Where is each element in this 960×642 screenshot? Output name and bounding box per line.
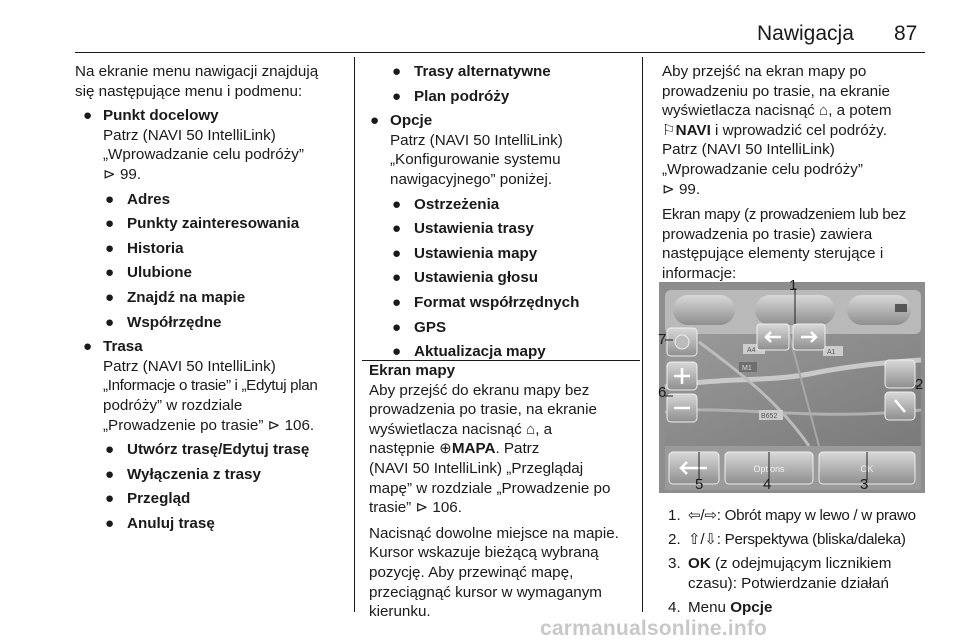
para-line: Patrz (NAVI 50 IntelliLink) <box>662 141 835 159</box>
bullet: ● <box>392 343 402 361</box>
bullet: ● <box>83 338 93 356</box>
legend-item <box>668 506 928 526</box>
desc-line: „Informacje o trasie” i „Edytuj plan <box>103 377 318 395</box>
bullet: ● <box>392 63 402 80</box>
para-text: , a potem <box>828 102 892 120</box>
legend-desc: Menu <box>688 598 731 616</box>
desc-line: podróży” w rozdziale <box>103 396 243 414</box>
para-line: prowadzeniu po trasie, na ekranie <box>662 82 890 100</box>
bullet: ● <box>392 195 402 213</box>
ok-button-label: OK <box>860 464 874 474</box>
top-left-button <box>673 295 735 325</box>
bullet: ● <box>392 87 402 105</box>
para-line: przeciągnąć kursor w wymaganym <box>369 583 602 601</box>
submenu-item <box>362 244 640 264</box>
bullet: ● <box>105 190 115 208</box>
bullet: ● <box>105 288 115 306</box>
bullet: ● <box>105 215 115 233</box>
submenu-item <box>75 514 350 534</box>
legend-desc: (z odejmującym licznikiem <box>710 555 892 573</box>
callout-7: 7 <box>658 331 667 348</box>
column-3 <box>662 62 930 284</box>
submenu-label: GPS <box>414 318 447 336</box>
bullet: ● <box>105 490 115 508</box>
callout-5: 5 <box>695 476 704 493</box>
callout-6: 6 <box>658 384 667 401</box>
callout-4: 4 <box>763 476 772 493</box>
submenu-label: Plan podróży <box>414 87 510 105</box>
battery-icon <box>895 304 907 312</box>
legend-bold: Opcje <box>730 598 773 616</box>
bullet: ● <box>105 239 115 257</box>
submenu-item <box>75 465 350 485</box>
page-ref: 99. <box>678 180 701 198</box>
bullet: ● <box>392 220 402 238</box>
callout-2: 2 <box>915 376 924 393</box>
submenu-label: Punkty zainteresowania <box>127 215 300 233</box>
watermark: carmanualsonline.info <box>540 617 768 640</box>
bullet: ● <box>370 112 380 130</box>
menu-punkt-docelowy <box>75 106 350 184</box>
submenu-item <box>75 440 350 460</box>
desc-line: nawigacyjnego” poniżej. <box>390 170 553 188</box>
submenu-label: Znajdź na mapie <box>127 288 246 306</box>
desc-line: Patrz (NAVI 50 IntelliLink) <box>103 126 276 144</box>
menu-opcje <box>362 111 640 189</box>
road-label-a4: A4 <box>747 347 756 354</box>
para-line: pozycję. Aby przewinąć mapę, <box>369 563 574 581</box>
para-line: Nacisnąć dowolne miejsce na mapie. <box>369 524 619 542</box>
legend-text <box>688 507 916 524</box>
para-line: „Wprowadzanie celu podróży” <box>662 160 863 178</box>
submenu-item <box>75 288 350 308</box>
para-text: . Patrz <box>495 440 540 458</box>
rotate-arrows-icon: ⇦/⇨ <box>688 507 717 524</box>
legend-item <box>668 554 928 593</box>
menu-title: Trasa <box>103 338 143 356</box>
submenu-label: Utwórz trasę/Edytuj trasę <box>127 441 310 459</box>
para-line: Kursor wskazuje bieżącą wybraną <box>369 544 599 562</box>
submenu-item <box>75 214 350 234</box>
submenu-label: Adres <box>127 190 171 208</box>
para-line <box>662 121 930 141</box>
submenu-item <box>362 87 640 107</box>
bullet: ● <box>105 465 115 483</box>
submenu-item <box>75 239 350 259</box>
legend-number: 2. <box>668 531 681 549</box>
submenu-item <box>75 190 350 210</box>
legend-bold: OK <box>688 555 711 573</box>
submenu-item <box>362 318 640 338</box>
compass-icon <box>675 335 689 349</box>
para-line: kierunku. <box>369 603 431 621</box>
desc-line: Patrz (NAVI 50 IntelliLink) <box>103 357 276 375</box>
submenu-item <box>362 219 640 239</box>
menu-title: Opcje <box>390 112 433 130</box>
bullet: ● <box>105 264 115 282</box>
submenu-item <box>75 263 350 283</box>
header-rule <box>75 52 925 53</box>
legend-number: 4. <box>668 598 681 616</box>
legend-desc: : Obrót mapy w lewo / w prawo <box>716 507 916 524</box>
submenu-label: Trasy alternatywne <box>414 63 551 80</box>
submenu-label: Współrzędne <box>127 313 222 331</box>
perspective-arrows-icon: ⇧/⇩ <box>688 531 717 549</box>
navi-label: NAVI <box>675 121 711 139</box>
callout-3: 3 <box>860 476 869 493</box>
bullet: ● <box>392 318 402 336</box>
intro-line-1: Na ekranie menu nawigacji znajdują <box>75 63 319 80</box>
submenu-item <box>362 268 640 288</box>
road-label-a1: A1 <box>827 349 836 356</box>
legend-item <box>668 530 928 550</box>
legend-number: 3. <box>668 555 681 573</box>
submenu-label: Format współrzędnych <box>414 293 580 311</box>
para-text: wyświetlacza nacisnąć <box>662 102 815 120</box>
bullet: ● <box>392 244 402 262</box>
legend-text <box>688 599 772 616</box>
para-line: Ekran mapy (z prowadzeniem lub bez <box>662 206 906 224</box>
para-text: następnie <box>369 440 435 458</box>
para-line <box>369 439 641 459</box>
bullet: ● <box>105 514 115 532</box>
para-line <box>369 420 641 440</box>
submenu-label: Ustawienia trasy <box>414 220 534 238</box>
bullet: ● <box>392 293 402 311</box>
intro-line-2: się następujące menu i podmenu: <box>75 82 303 100</box>
submenu-label: Przegląd <box>127 490 191 508</box>
home-icon: ⌂ <box>526 420 536 438</box>
page-ref: 99. <box>119 165 142 183</box>
map-icon: ⊕ <box>439 440 452 458</box>
desc-line: Patrz (NAVI 50 IntelliLink) <box>390 131 563 149</box>
reference-arrow-icon: ⊳ <box>415 499 429 517</box>
map-label: MAPA <box>451 440 496 458</box>
legend-text <box>688 531 906 548</box>
para-text: trasie” <box>369 499 412 517</box>
map-screen-figure <box>658 277 925 493</box>
para-text: wyświetlacza nacisnąć <box>369 420 522 438</box>
para-text: , a <box>535 420 553 438</box>
submenu-item <box>75 489 350 509</box>
ekran-mapy-section <box>369 361 641 622</box>
callout-1: 1 <box>789 277 798 294</box>
legend-text <box>688 555 891 572</box>
desc-text: „Prowadzenie po trasie” <box>103 416 264 434</box>
para-line <box>662 180 930 200</box>
para-line: następujące elementy sterujące i <box>662 245 884 263</box>
submenu-item <box>362 342 640 362</box>
submenu-label: Historia <box>127 239 184 257</box>
submenu-label: Anuluj trasę <box>127 514 215 532</box>
para-text: i wprowadzić cel podróży. <box>710 121 887 139</box>
flag-icon: ⚐ <box>662 121 676 139</box>
options-button-label: Options <box>753 464 785 474</box>
submenu-label: Ostrzeżenia <box>414 195 500 213</box>
submenu-item <box>362 293 640 313</box>
menu-title: Punkt docelowy <box>103 107 219 125</box>
bullet: ● <box>83 107 93 125</box>
para-line: prowadzenia po trasie) zawiera <box>662 225 873 243</box>
desc-line <box>103 165 350 185</box>
legend-number: 1. <box>668 507 681 524</box>
bullet: ● <box>105 313 115 331</box>
legend-item <box>668 598 928 618</box>
para-line: mapę” w rozdziale „Prowadzenie po <box>369 479 611 497</box>
para-line: prowadzenia po trasie, na ekranie <box>369 401 597 419</box>
running-head-title: Nawigacja <box>757 22 854 45</box>
submenu-label: Aktualizacja mapy <box>414 343 546 361</box>
figure-legend <box>668 506 928 622</box>
road-label-b652: B652 <box>761 413 778 420</box>
menu-trasa <box>75 337 350 435</box>
submenu-label: Ulubione <box>127 264 192 282</box>
para-line: informacje: <box>662 264 737 282</box>
desc-line <box>103 416 350 436</box>
road-label-m1: M1 <box>742 365 752 372</box>
desc-line: „Konfigurowanie systemu <box>390 151 561 169</box>
page-ref: 106. <box>284 416 315 434</box>
submenu-item <box>75 313 350 333</box>
column-2 <box>362 62 640 362</box>
para-line <box>369 498 641 518</box>
reference-arrow-icon: ⊳ <box>103 165 116 183</box>
page-ref: 106. <box>432 499 462 517</box>
para-line: Aby przejść do ekranu mapy bez <box>369 381 590 399</box>
section-heading: Ekran mapy <box>369 362 456 379</box>
para-line: Aby przejść na ekran mapy po <box>662 63 867 80</box>
submenu-label: Ustawienia głosu <box>414 269 539 287</box>
bullet: ● <box>105 441 115 459</box>
para-line: (NAVI 50 IntelliLink) „Przeglądaj <box>369 459 584 477</box>
submenu-item <box>362 62 640 82</box>
legend-desc: : Perspektywa (bliska/daleka) <box>716 531 906 549</box>
perspective-up-button <box>885 360 915 388</box>
submenu-label: Ustawienia mapy <box>414 244 538 262</box>
reference-arrow-icon: ⊳ <box>267 416 281 434</box>
submenu-item <box>362 195 640 215</box>
page-number: 87 <box>894 22 918 45</box>
para-line <box>662 101 930 121</box>
desc-line: „Wprowadzanie celu podróży” <box>103 146 304 164</box>
submenu-label: Wyłączenia z trasy <box>127 465 261 483</box>
column-divider-1 <box>354 57 355 612</box>
bullet: ● <box>392 269 402 287</box>
column-1 <box>75 62 350 533</box>
column-divider-2 <box>642 57 643 612</box>
map-screen-illustration <box>659 282 925 493</box>
legend-desc-cont: czasu): Potwierdzanie działań <box>688 574 889 592</box>
home-icon: ⌂ <box>819 102 829 120</box>
reference-arrow-icon: ⊳ <box>662 180 675 198</box>
